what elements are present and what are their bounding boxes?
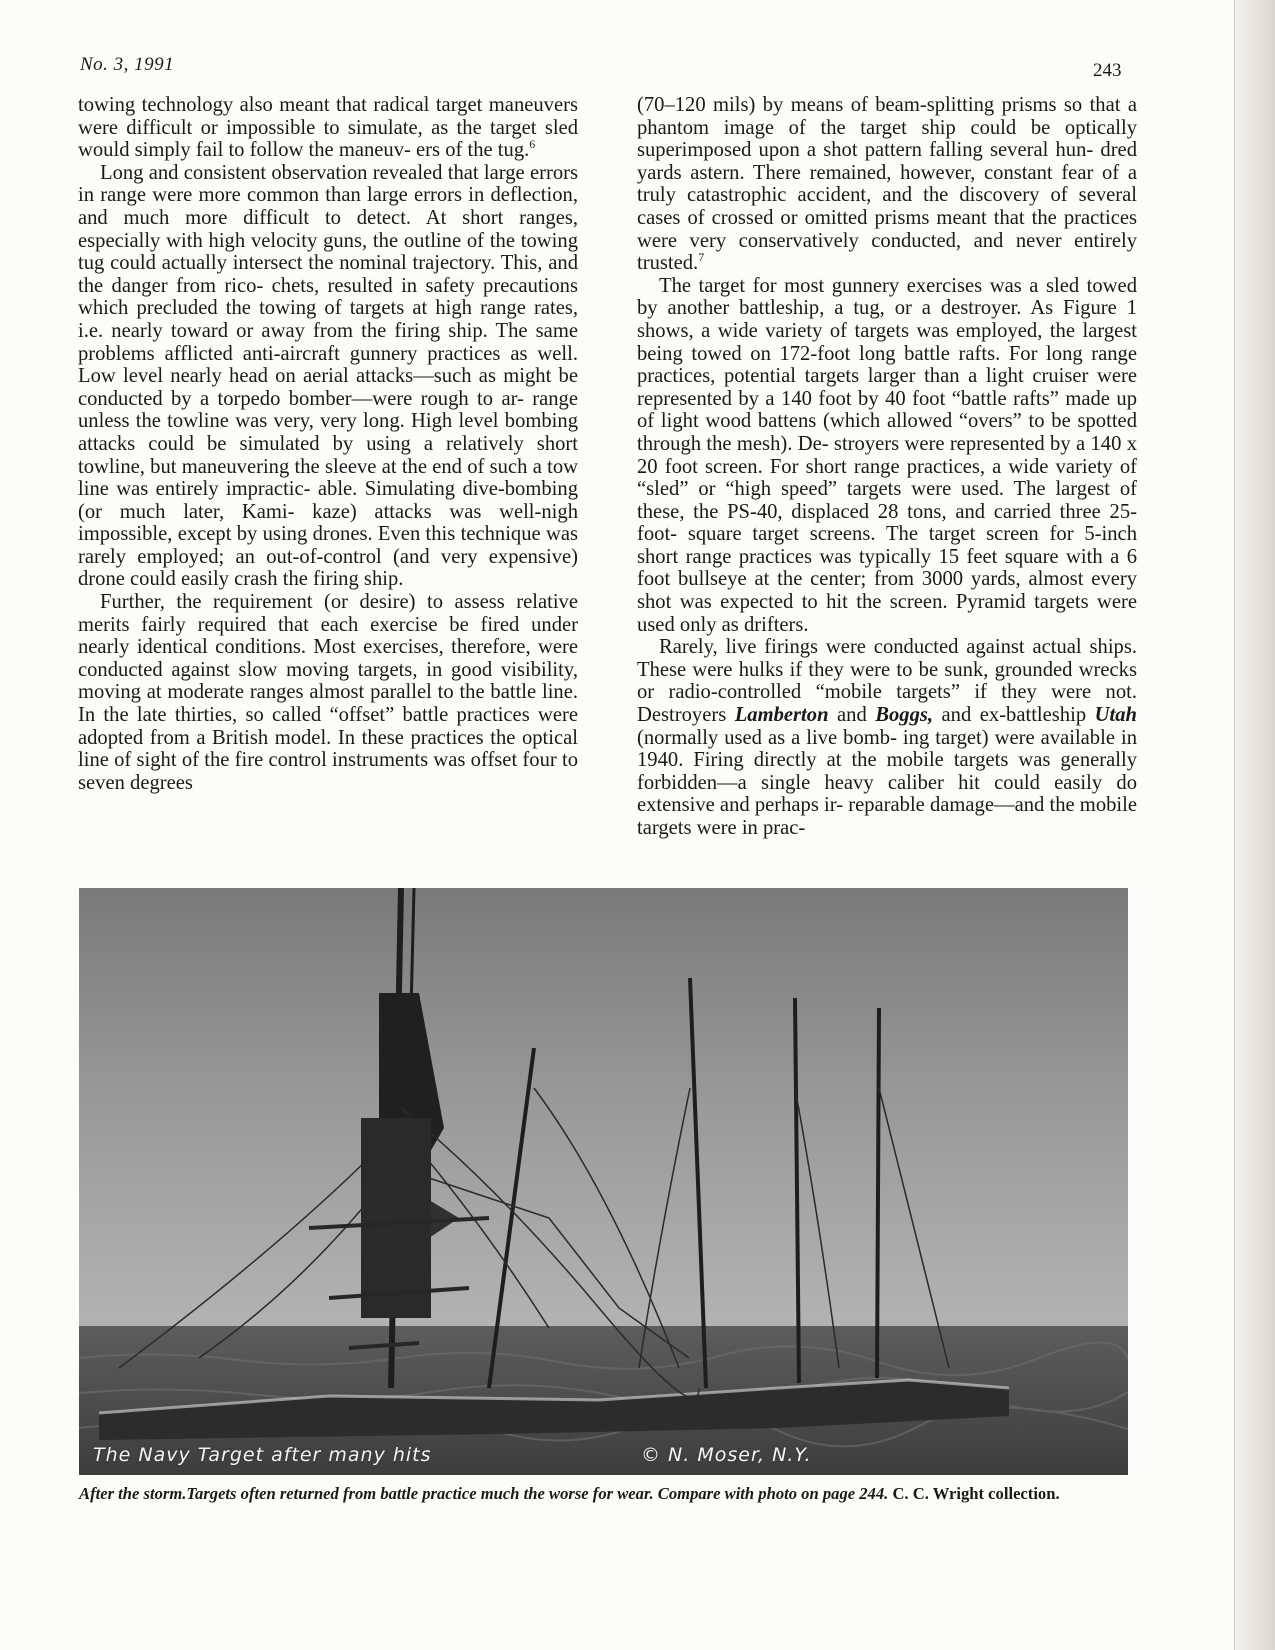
paragraph: Further, the requirement (or desire) to assess relative merits fairly required that each exercise be fired under nearly identical conditions. Most exercises, therefore, were conducted against slow moving targets, in good visibility, moving at moderate ranges almost parallel to the battle line. In the late thirties, so called “offset” battle practices were adopted from a British model. In these practices the optical line of sight of the fire control instruments was offset four to seven degrees: [78, 591, 578, 794]
paragraph-text: (normally used as a live bomb- ing target) were available in 1940. Firing directly at the mobile targets was generally forbidden—a single heavy caliber hit could easily do extensive and perhaps ir- reparable damage—and the mobile targets were in prac-: [637, 726, 1137, 839]
paragraph: [637, 636, 1137, 839]
footnote-ref: 6: [529, 137, 536, 152]
photo-inscription: The Navy Target after many hits: [93, 1444, 432, 1466]
caption-text: After the storm.Targets often returned from battle practice much the worse for wear. Compare with photo on page 244.: [79, 1484, 889, 1503]
paragraph: [637, 94, 1137, 275]
paragraph: Long and consistent observation revealed that large errors in range were more common than large errors in deflection, and much more difficult to detect. At short ranges, especially with high velocity guns, the outline of the towing tug could actually intersect the nominal trajectory. This, and the danger from rico- chets, resulted in safety precautions which precluded the towing of targets at high range rates, i.e. nearly toward or away from the firing ship. The same problems afflicted anti-aircraft gunnery practices as well. Low level nearly head on aerial attacks—such as might be conducted by a torpedo bomber—were rough to ar- range unless the towline was very, very long. High level bombing attacks could be simulated by using a relatively short towline, but maneuvering the sleeve at the end of such a tow line was entirely impractic- able. Simulating dive-bombing (or much later, Kami- kaze) attacks was well-nigh impossible, except by using drones. Even this technique was rarely employed; an out-of-control (and very expensive) drone could easily crash the firing ship.: [78, 161, 578, 591]
sky: [79, 888, 1128, 1328]
ship-name: Lamberton: [734, 704, 829, 727]
page-gutter: [1235, 0, 1275, 1650]
page-number: 243: [1093, 60, 1122, 81]
paragraph-text: and: [828, 704, 876, 727]
paragraph-text: towing technology also meant that radical target maneuvers were difficult or impossible to simulate, as the target sled would simply fail to follow the maneuv- ers of the tug.: [78, 94, 578, 162]
ship-name: Utah: [1094, 704, 1137, 727]
running-head: No. 3, 1991: [80, 54, 175, 75]
paragraph-text: and ex-battleship: [933, 704, 1095, 727]
paragraph: [78, 94, 578, 162]
paragraph-text: (70–120 mils) by means of beam-splitting prisms so that a phantom image of the target ship could be optically superimposed upon a shot pattern falling several hun- dred yards astern. There remained, however, constant fear of a truly catastrophic accident, and the discovery of several cases of crossed or omitted prisms meant that the practices were very conservatively conducted, and never entirely trusted.: [637, 94, 1137, 275]
paragraph: The target for most gunnery exercises was a sled towed by another battleship, a tug, or a destroyer. As Figure 1 shows, a wide variety of targets was employed, the largest being towed on 172-foot long battle rafts. For long range practices, potential targets larger than a light cruiser were represented by a 140 foot by 40 foot “battle rafts” made up of light wood battens (which allowed “overs” to be spotted through the mesh). De- stroyers were represented by a 140 x 20 foot screen. For short range practices, a wide variety of “sled” or “high speed” targets were used. The largest of these, the PS-40, displaced 28 tons, and carried three 25-foot- square target screens. The target screen for 5-inch short range practices was typically 15 feet square with a 6 foot bullseye at the center; from 3000 yards, almost every shot was expected to hit the screen. Pyramid targets were used only as drifters.: [637, 274, 1137, 636]
left-column: [78, 94, 578, 794]
ship-name: Boggs,: [875, 704, 934, 727]
photo-illustration: [79, 888, 1128, 1475]
footnote-ref: 7: [698, 250, 705, 265]
caption-credit: C. C. Wright collection.: [892, 1484, 1060, 1503]
paragraph-text: Rarely, live firings were conducted against actual ships. These were hulks if they were to be sunk, grounded wrecks or radio-controlled “mobile targets” if they were not. Destroyers: [637, 636, 1137, 727]
right-column: [637, 94, 1137, 840]
wrecked-target-photo: [79, 888, 1128, 1475]
photo-copyright: © N. Moser, N.Y.: [641, 1444, 812, 1466]
photo-caption: [79, 1484, 1129, 1503]
